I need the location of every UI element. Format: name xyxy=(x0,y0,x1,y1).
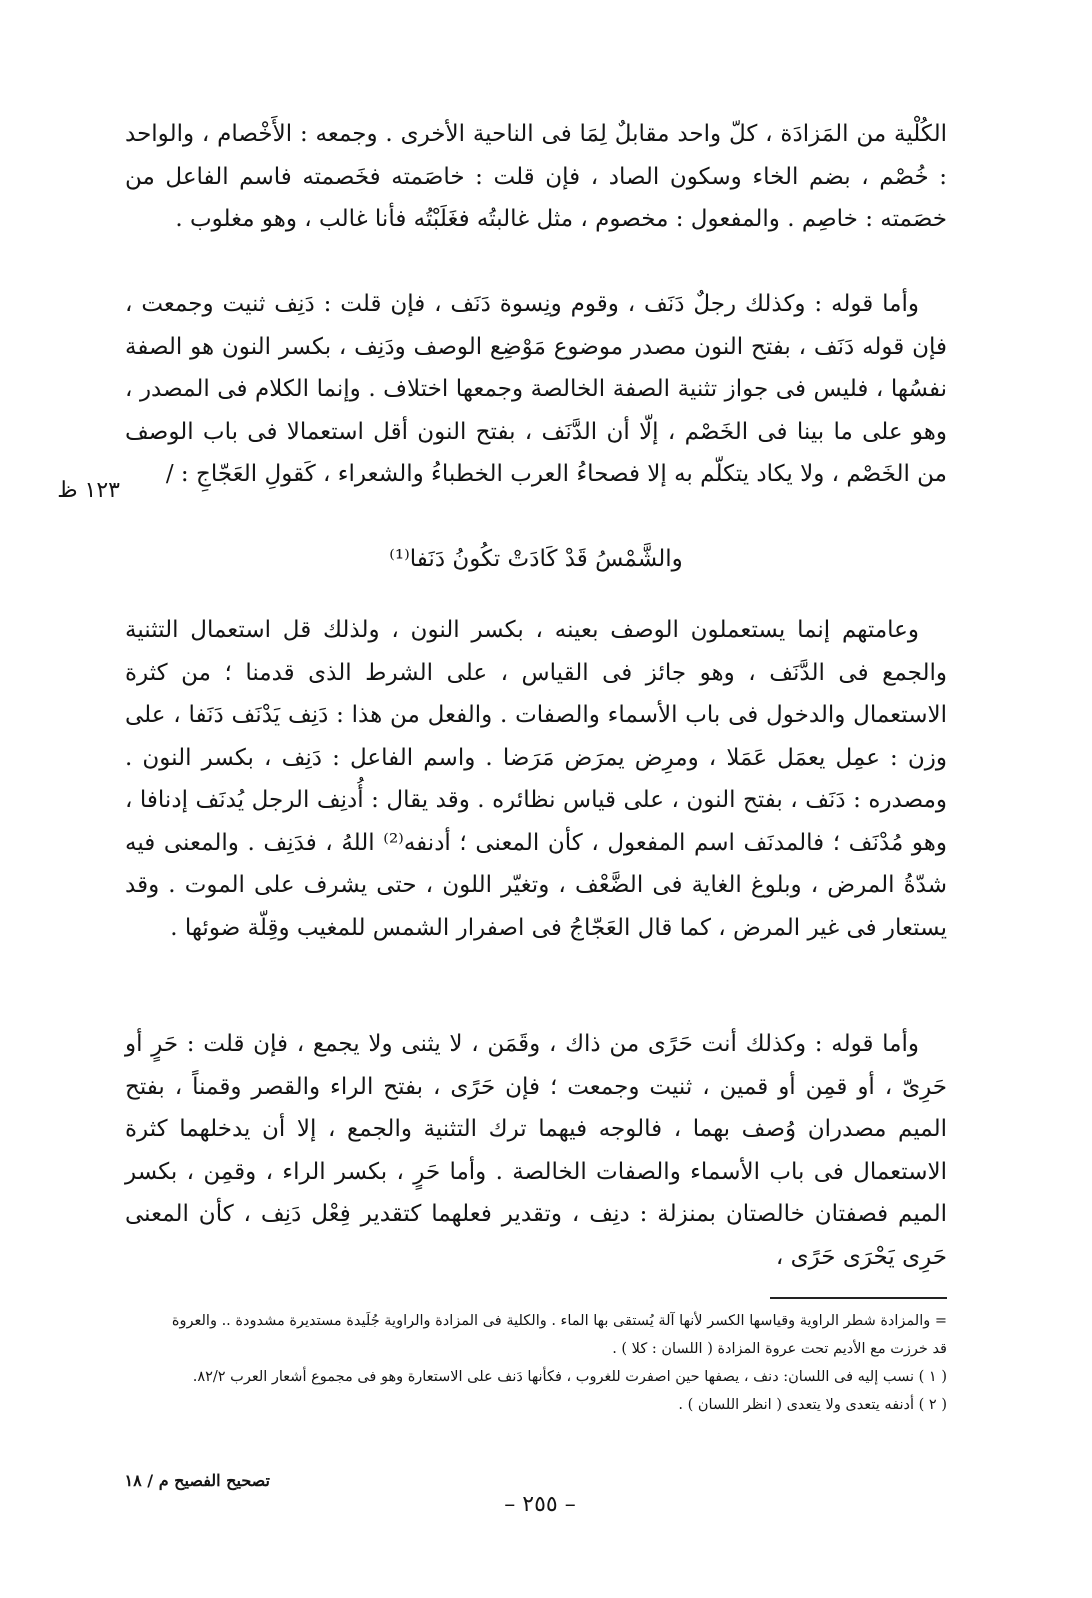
footnote-continuation: = والمزادة شطر الراوية وقياسها الكسر لأنها آلة يُستقى بها الماء . والكلية فى المزادة والراوية جُلَيدة مستديرة مشدودة .. والعروة xyxy=(171,1313,947,1329)
body-paragraph xyxy=(125,113,947,241)
footnotes-section xyxy=(110,1307,947,1419)
footnote-continuation: قد خرزت مع الأديم تحت عروة المزادة ( اللسان : كلا ) . xyxy=(612,1341,947,1357)
footnote-2: ( ٢ ) أدنفه يتعدى ولا يتعدى ( انظر اللسان ) . xyxy=(678,1397,947,1413)
footnote-1: ( ١ ) نسب إليه فى اللسان: دنف ، يصفها حين اصفرت للغروب ، فكأنها دَنف على الاستعارة وهو فى مجموع أشعار العرب ٨٢/٢. xyxy=(192,1369,947,1385)
body-paragraph xyxy=(125,609,947,949)
paragraph-text: وعامتهم إنما يستعملون الوصف بعينه ، بكسر النون ، ولذلك قل استعمال التثنية والجمع فى الدَّنَف ، وهو جائز فى القياس ، على الشرط الذى قدمنا ؛ من كثرة الاستعمال والدخول فى باب الأسماء والصفات . والفعل من هذا : دَنِف يَدْنَف دَنَفا ، على وزن : عمِل يعمَل عَمَلا ، ومرِض يمرَض مَرَضا . واسم الفاعل : دَنِف ، بكسر النون . ومصدره : دَنَف ، بفتح النون ، على قياس نظائره . وقد يقال : أُدنِف الرجل يُدنَف إدنافا ، وهو مُدْنَف ؛ فالمدنَف اسم المفعول ، كأن المعنى ؛ أدنفه⁽²⁾ اللهُ ، فدَنِف . والمعنى فيه شدّةُ المرض ، وبلوغ الغاية فى الضَّعْف ، وتغيّر اللون ، حتى يشرف على الموت . وقد يستعار فى غير المرض ، كما قال العَجّاجُ فى اصفرار الشمس للمغيب وقِلّة ضوئها . xyxy=(125,617,947,941)
body-paragraph xyxy=(125,283,947,496)
footnote-divider xyxy=(770,1297,947,1299)
verse-line: والشَّمْسُ قَدْ كَادَتْ تكُونُ دَنَفا⁽¹⁾ xyxy=(389,546,683,572)
paragraph-text: وأما قوله : وكذلك أنت حَرًى من ذاك ، وقَمَن ، لا يثنى ولا يجمع ، فإن قلت : حَرٍ أو حَرِىّ ، أو قمِن أو قمين ، ثنيت وجمعت ؛ فإن حَرًى ، بفتح الراء والقصر وقمناً ، بفتح الميم مصدران وُصف بهما ، فالوجه فيهما ترك التثنية والجمع ، إلا أن يدخلهما كثرة الاستعمال فى باب الأسماء والصفات الخالصة . وأما حَرٍ ، بكسر الراء ، وقمِن ، بكسر الميم فصفتان خالصتان بمنزلة : دنِف ، وتقدير فعلهما كتقدير فِعْل دَنِف ، كأن المعنى حَرِى يَحْرَى حَرًى ، xyxy=(125,1031,947,1270)
manuscript-folio-note: ١٢٣ ظ xyxy=(57,478,120,503)
body-paragraph xyxy=(125,1023,947,1278)
paragraph-text: وأما قوله : وكذلك رجلٌ دَنَف ، وقوم ونِسوة دَنَف ، فإن قلت : دَنِف ثنيت وجمعت ، فإن قوله دَنَف ، بفتح النون مصدر موضوع مَوْضِع الوصف ودَنِف ، بكسر النون هو الصفة نفسُها ، فليس فى جواز تثنية الصفة الخالصة وجمعها اختلاف . وإنما الكلام فى المصدر ، وهو على ما بينا فى الخَصْم ، إلّا أن الدَّنَف ، بفتح النون أقل استعمالا فى باب الوصف من الخَصْم ، ولا يكاد يتكلّم به إلا فصحاءُ العرب الخطباءُ والشعراء ، كَقولِ العَجّاجِ : / xyxy=(125,291,947,487)
page-number: – ٢٥٥ – xyxy=(504,1492,576,1517)
paragraph-text: الكُلْية من المَزادَة ، كلّ واحد مقابلٌ لِمَا فى الناحية الأخرى . وجمعه : الأَخْصام ، والواحد : خُصْم ، بضم الخاء وسكون الصاد ، فإن قلت : خاصَمته فخَصمته فاسم الفاعل من خصَمته : خاصِم . والمفعول : مخصوم ، مثل غالبتُه فغَلَبْتُه فأنا غالب ، وهو مغلوب . xyxy=(125,121,947,232)
printer-signature: تصحيح الفصيح م / ١٨ xyxy=(124,1471,270,1490)
